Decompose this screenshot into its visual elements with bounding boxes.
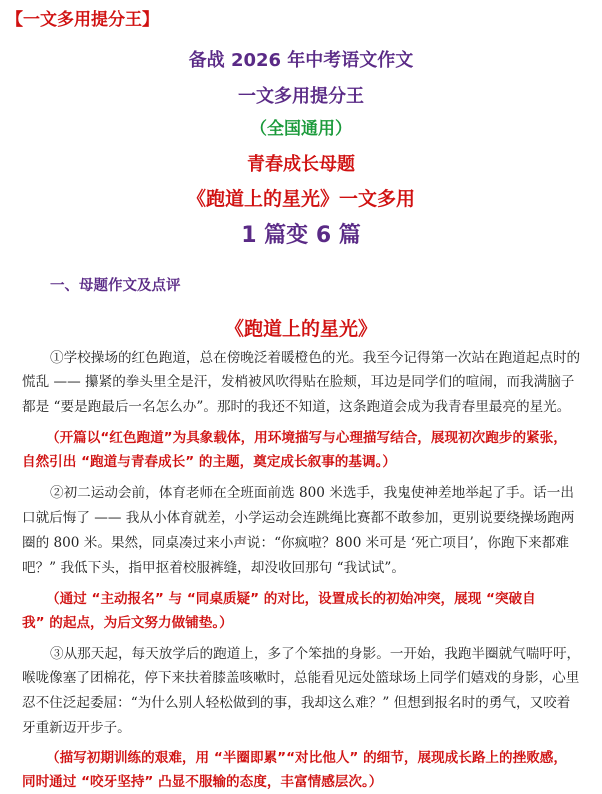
paragraph-2-line-3: 圈的 800 米。果然，同桌凑过来小声说：“你疯啦？800 米可是 ‘死亡项目’，你跑下来都难	[22, 535, 569, 551]
comment-3-line-2: 同时通过 “咬牙坚持” 凸显不服输的态度，丰富情感层次。）	[22, 774, 383, 790]
comment-1-line-2: 自然引出 “跑道与青春成长” 的主题，奠定成长叙事的基调。）	[22, 454, 396, 470]
paragraph-1-line-3: 都是 “要是跑最后一名怎么办”。那时的我还不知道，这条跑道会成为我青春里最亮的星光。	[22, 399, 571, 415]
section-heading: 一、母题作文及点评	[50, 278, 181, 294]
paragraph-1-line-1: ①学校操场的红色跑道，总在傍晚泛着暖橙色的光。我至今记得第一次站在跑道起点时的	[50, 350, 581, 366]
series-tag: 【一文多用提分王】	[6, 10, 159, 30]
comment-2-line-2: 我” 的起点，为后文努力做铺垫。）	[22, 615, 233, 631]
title-line-essay: 《跑道上的星光》一文多用	[186, 188, 415, 210]
comment-3-line-1: （描写初期训练的艰难，用 “半圈即累”“对比他人” 的细节，展现成长路上的挫败感，	[46, 750, 567, 766]
essay-title: 《跑道上的星光》	[224, 318, 377, 340]
comment-1-line-1: （开篇以“红色跑道”为具象载体，用环境描写与心理描写结合，展现初次跑步的紧张，	[46, 430, 567, 446]
title-line-count: 1 篇变 6 篇	[241, 223, 361, 248]
comment-2-line-1: （通过 “主动报名” 与 “同桌质疑” 的对比，设置成长的初始冲突，展现 “突破自	[46, 591, 536, 607]
paragraph-3-line-2: 喉咙像塞了团棉花，停下来扶着膝盖咳嗽时，总能看见远处篮球场上同学们嬉戏的身影，心里	[22, 670, 580, 686]
paragraph-1-line-2: 慌乱 —— 攥紧的拳头里全是汗，发梢被风吹得贴在脸颊，耳边是同学们的喧闹，而我满脑子	[22, 374, 575, 390]
title-line-series: 一文多用提分王	[238, 86, 364, 107]
paragraph-2-line-2: 口就后悔了 —— 我从小体育就差，小学运动会连跳绳比赛都不敢参加，更别说要绕操场跑两	[22, 510, 575, 526]
paragraph-2-line-4: 吧？” 我低下头，指甲抠着校服裤缝，却没收回那句 “我试试”。	[22, 560, 405, 576]
title-line-theme: 青春成长母题	[247, 154, 355, 175]
paragraph-3-line-3: 忍不住泛起委屈：“为什么别人轻松做到的事，我却这么难？” 但想到报名时的勇气，又咬着	[22, 695, 571, 711]
title-line-scope: （全国通用）	[250, 119, 352, 139]
title-line-exam: 备战 2026 年中考语文作文	[188, 50, 414, 71]
paragraph-3-line-4: 牙重新迈开步子。	[22, 720, 131, 736]
paragraph-3-line-1: ③从那天起，每天放学后的跑道上，多了个笨拙的身影。一开始，我跑半圈就气喘吁吁，	[50, 646, 581, 662]
paragraph-2-line-1: ②初二运动会前，体育老师在全班面前选 800 米选手，我鬼使神差地举起了手。话一出	[50, 485, 574, 501]
